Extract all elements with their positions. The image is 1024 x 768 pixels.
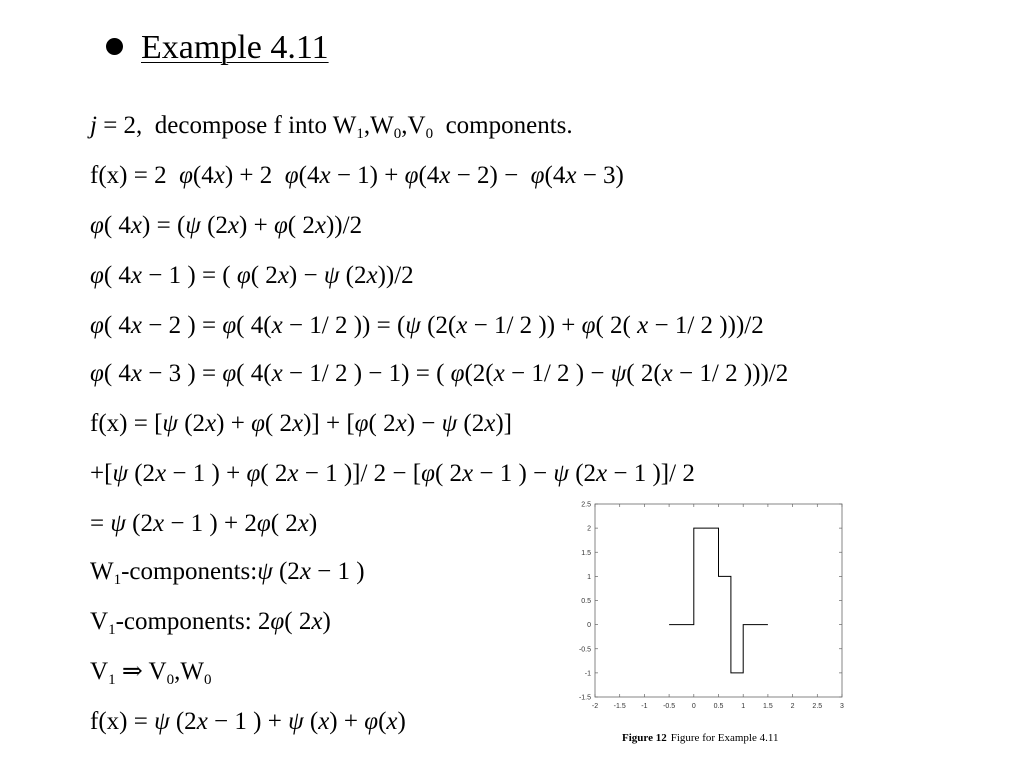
x-tick-label: -2 (591, 703, 599, 710)
y-tick-label: 1 (587, 573, 591, 581)
y-tick-label: 0 (587, 622, 591, 630)
x-tick-label: -0.5 (663, 703, 676, 710)
x-tick-label: -1.5 (613, 703, 626, 710)
y-tick-label: 2.5 (581, 501, 591, 509)
equation-line-7: f(x) = [ψ (2x) + φ( 2x)] + [φ( 2x) − ψ (2x)] (90, 410, 513, 437)
series-line (669, 528, 768, 673)
equation-line-8: +[ψ (2x − 1 ) + φ( 2x − 1 )]/ 2 − [φ( 2x − 1 ) − ψ (2x − 1 )]/ 2 (90, 460, 695, 487)
y-tick-label: -0.5 (578, 646, 591, 654)
bullet-icon (106, 38, 123, 55)
x-tick-label: 1.5 (763, 703, 773, 710)
equation-line-12: $V_1$ ⇒ $V_0,W_0$ (90, 658, 212, 688)
equation-line-10: $W_1-components:\psi$ (2x − 1 ) (90, 558, 365, 588)
equation-line-5: φ( 4x − 2 ) = φ( 4(x − 1/ 2 )) = (ψ (2(x − 1/ 2 )) + φ( 2( x − 1/ 2 )))/2 (90, 312, 764, 339)
x-tick-label: 0 (691, 703, 696, 710)
plot-svg (560, 492, 860, 732)
equation-line-3: φ( 4x) = (ψ (2x) + φ( 2x))/2 (90, 212, 363, 239)
equation-line-1: j = 2, decompose f into $W_1,W_0,V_0$ components. (90, 112, 573, 142)
equation-line-13: f(x) = ψ (2x − 1 ) + ψ (x) + φ(x) (90, 708, 406, 735)
figure-caption (622, 732, 778, 744)
y-tick-label: 0.5 (581, 598, 591, 605)
equation-line-6: φ( 4x − 3 ) = φ( 4(x − 1/ 2 ) − 1) = ( φ(2(x − 1/ 2 ) − ψ( 2(x − 1/ 2 )))/2 (90, 360, 789, 387)
x-tick-label: -1 (641, 703, 648, 710)
x-tick-label: 2.5 (812, 703, 823, 710)
x-tick-label: 1 (741, 703, 746, 710)
y-tick-label: -1.5 (578, 694, 591, 702)
figure-caption-text: Figure for Example 4.11 (670, 732, 779, 744)
title-text: Example 4.11 (141, 29, 329, 66)
y-tick-label: 2 (587, 525, 591, 533)
x-tick-label: 0.5 (713, 703, 724, 710)
equation-line-9: = ψ (2x − 1 ) + 2φ( 2x) (90, 510, 318, 537)
figure-plot (560, 492, 860, 754)
x-tick-label: 3 (840, 703, 844, 710)
y-tick-label: -1 (584, 670, 591, 678)
y-tick-label: 1.5 (581, 549, 591, 557)
slide-title (106, 26, 329, 70)
x-tick-label: 2 (790, 703, 795, 710)
equation-line-2: f(x) = 2 φ(4x) + 2 φ(4x − 1) + φ(4x − 2) − φ(4x − 3) (90, 162, 624, 189)
equation-line-11: $V_1$-components: 2φ( 2x) (90, 608, 331, 638)
equation-line-4: φ( 4x − 1 ) = ( φ( 2x) − ψ (2x))/2 (90, 262, 414, 289)
figure-label: Figure 12 (622, 732, 667, 744)
